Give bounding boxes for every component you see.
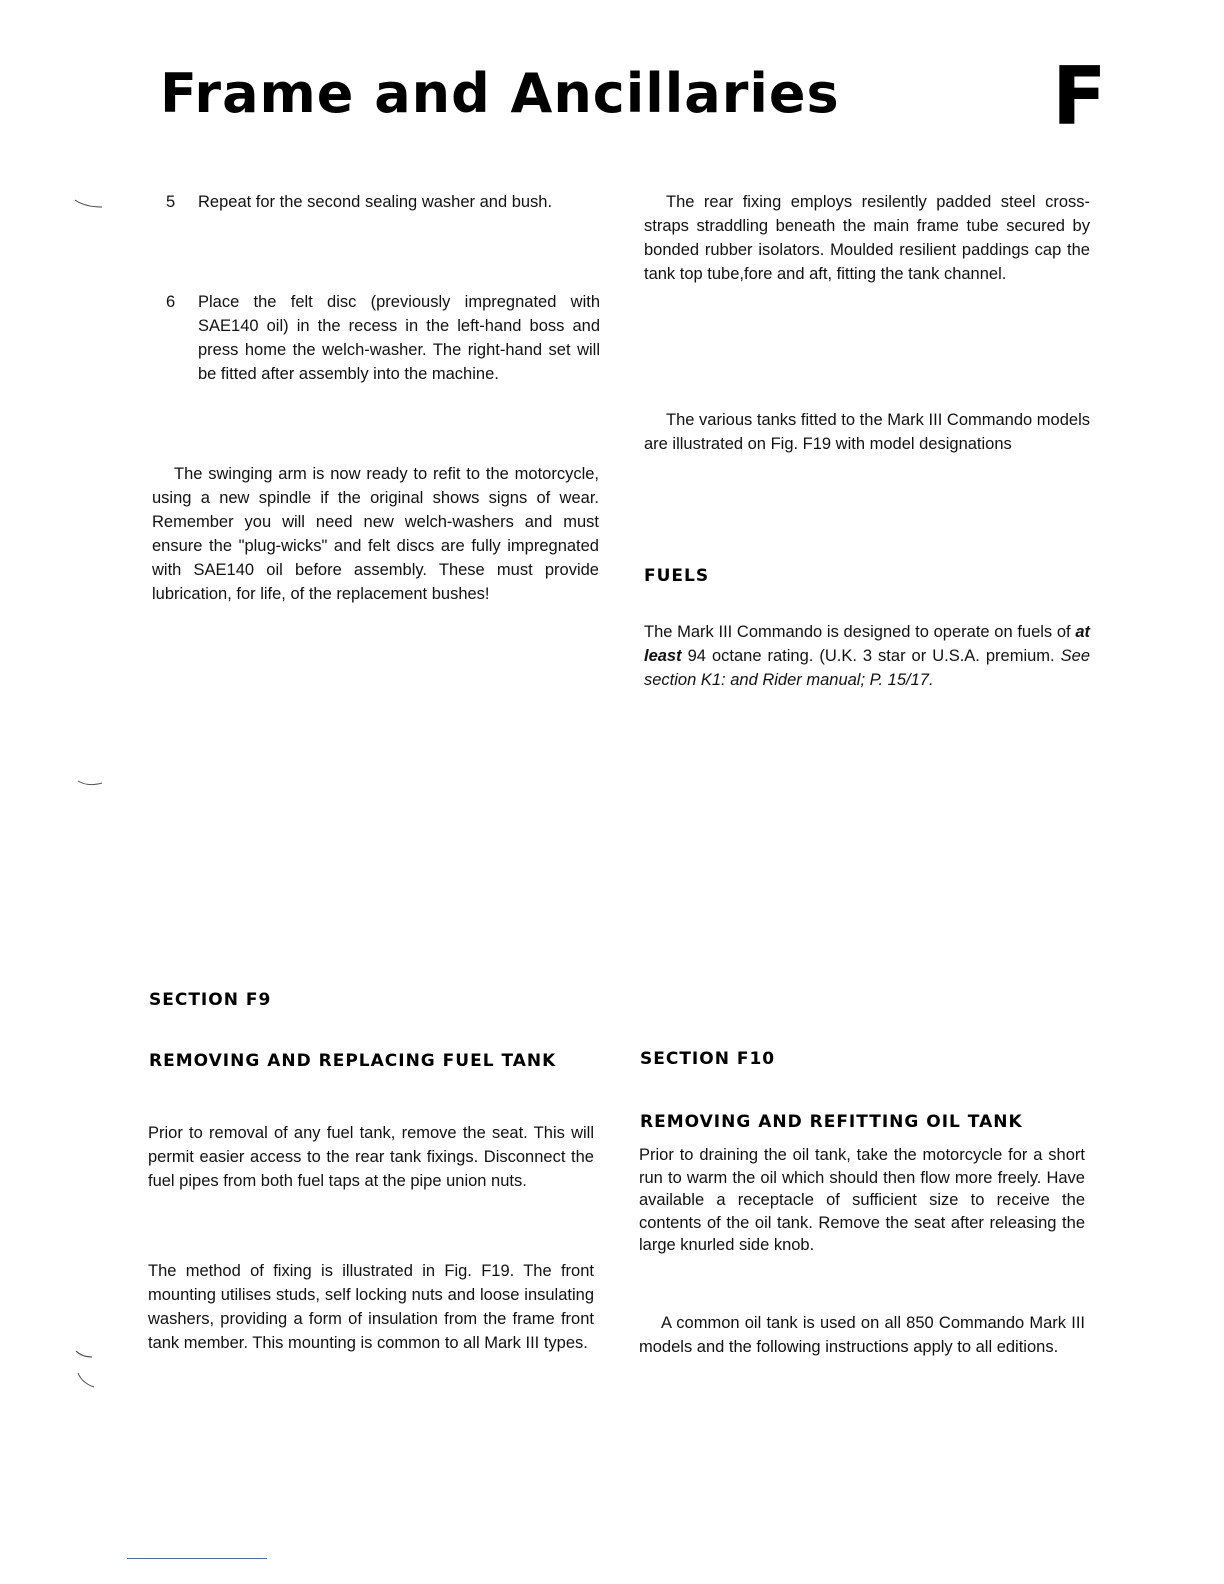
- fuels-paragraph: [644, 620, 1090, 692]
- step-5: [166, 190, 600, 214]
- scan-mark-2: [74, 775, 114, 795]
- rear-fixing-paragraph: The rear fixing employs resilently padded steel cross-straps straddling beneath the main frame tube secured by bonded rubber isolators. Moulded resilient paddings cap the tank top tube,fore and aft, fitting the tank channel.: [644, 193, 1090, 283]
- fuels-text-2: 94 octane rating. (U.K. 3 star or U.S.A. premium.: [687, 647, 1055, 665]
- section-f9-paragraph-2: The method of fixing is illustrated in Fig. F19. The front mounting utilises studs, self locking nuts and loose insulating washers, providing a form of insulation from the frame front tank member. This mounting is common to all Mark III types.: [148, 1262, 594, 1352]
- step-6: [166, 290, 600, 386]
- step-6-number: 6: [166, 293, 176, 311]
- fuels-heading: FUELS: [644, 566, 710, 586]
- section-f10-label: SECTION F10: [640, 1049, 776, 1069]
- section-f9-heading: REMOVING AND REPLACING FUEL TANK: [149, 1051, 557, 1071]
- section-f10-paragraph-1: Prior to draining the oil tank, take the motorcycle for a short run to warm the oil which should then flow more freely. Have available a receptacle of sufficient size to receive the contents of the oil tank. Remove the seat after releasing the large knurled side knob.: [639, 1146, 1085, 1254]
- section-letter: F: [1052, 50, 1107, 143]
- footer-rule: [127, 1558, 267, 1559]
- step-5-number: 5: [166, 193, 176, 211]
- section-f10-heading: REMOVING AND REFITTING OIL TANK: [640, 1112, 1023, 1132]
- fuels-emphasis: at least: [644, 623, 1091, 665]
- section-f9-paragraph-1: Prior to removal of any fuel tank, remove the seat. This will permit easier access to the rear tank fixings. Disconnect the fuel pipes from both fuel taps at the pipe union nuts.: [148, 1124, 594, 1190]
- scan-mark-3: [72, 1345, 112, 1395]
- fuels-text-1: The Mark III Commando is designed to operate on fuels of: [644, 623, 1071, 641]
- various-tanks-paragraph: The various tanks fitted to the Mark III Commando models are illustrated on Fig. F19 with model designations: [644, 411, 1090, 453]
- step-6-text: Place the felt disc (previously impregnated with SAE140 oil) in the recess in the left-hand boss and press home the welch-washer. The right-hand set will be fitted after assembly into the machine.: [198, 293, 600, 383]
- page-title: Frame and Ancillaries: [160, 62, 840, 125]
- step-5-text: Repeat for the second sealing washer and bush.: [198, 193, 553, 211]
- section-f9-label: SECTION F9: [149, 990, 272, 1010]
- fuels-reference: See section K1: and Rider manual; P. 15/17.: [644, 647, 1090, 689]
- swinging-arm-paragraph: The swinging arm is now ready to refit to the motorcycle, using a new spindle if the original shows signs of wear. Remember you will need new welch-washers and must ensure the "plug-wicks" and felt discs are fully impregnated with SAE140 oil before assembly. These must provide lubrication, for life, of the replacement bushes!: [152, 465, 599, 603]
- section-f10-paragraph-2: A common oil tank is used on all 850 Commando Mark III models and the following instructions apply to all editions.: [639, 1314, 1085, 1356]
- scan-mark-1: [70, 195, 110, 215]
